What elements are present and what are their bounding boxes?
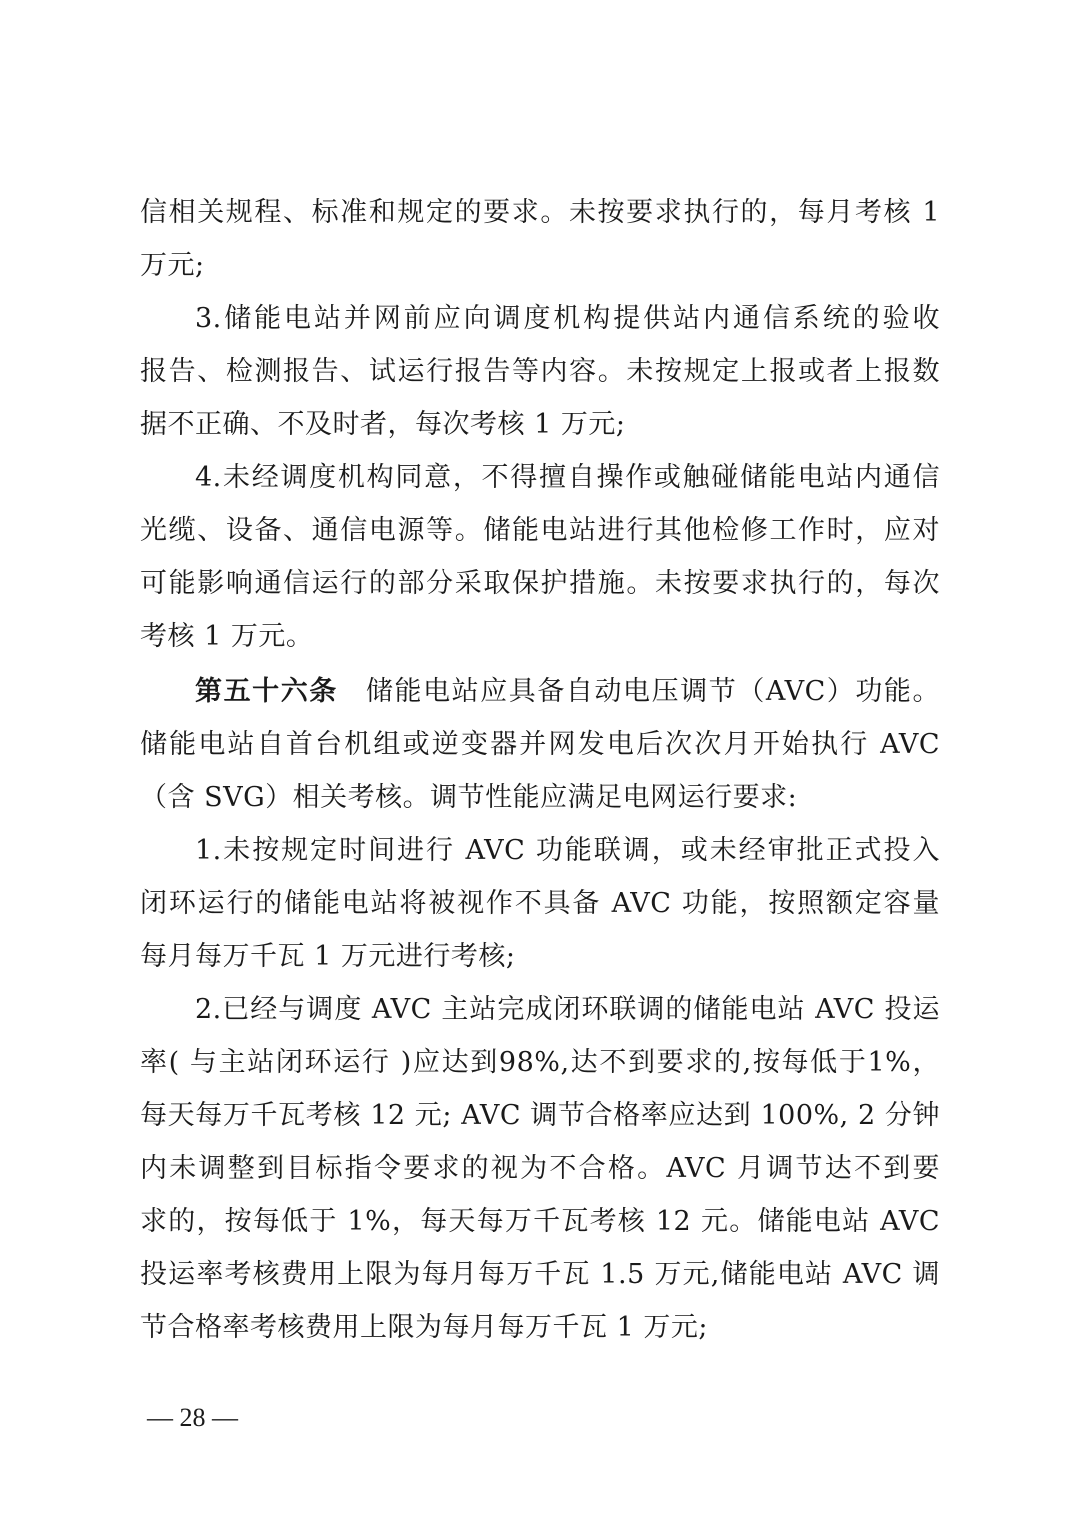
text-line: 光缆、设备、通信电源等。储能电站进行其他检修工作时，应对 [140,515,940,546]
article-text: 储能电站应具备自动电压调节（AVC）功能。 [364,676,941,707]
text-line: 内未调整到目标指令要求的视为不合格。AVC 月调节达不到要 [140,1153,940,1184]
article-heading-line [195,672,940,712]
text-line: 信相关规程、标准和规定的要求。未按要求执行的，每月考核 1 [140,197,940,228]
text-line: 万元; [140,250,205,281]
article-label: 第五十六条 [195,676,338,707]
text-line: 节合格率考核费用上限为每月每万千瓦 1 万元; [140,1312,708,1343]
text-line: 储能电站自首台机组或逆变器并网发电后次次月开始执行 AVC [140,729,940,760]
text-line: 4.未经调度机构同意，不得擅自操作或触碰储能电站内通信 [195,462,940,493]
text-line: 报告、检测报告、试运行报告等内容。未按规定上报或者上报数 [140,356,940,387]
page-number: — 28 — [147,1403,238,1432]
text-line: 求的，按每低于 1%，每天每万千瓦考核 12 元。储能电站 AVC [140,1206,940,1237]
text-line: （含 SVG）相关考核。调节性能应满足电网运行要求: [140,782,798,813]
text-line: 闭环运行的储能电站将被视作不具备 AVC 功能，按照额定容量 [140,888,940,919]
text-line: 据不正确、不及时者，每次考核 1 万元; [140,409,626,440]
text-line: 考核 1 万元。 [140,621,314,652]
text-line: 可能影响通信运行的部分采取保护措施。未按要求执行的，每次 [140,568,940,599]
text-line: 2.已经与调度 AVC 主站完成闭环联调的储能电站 AVC 投运 [195,994,940,1025]
text-line: 1.未按规定时间进行 AVC 功能联调，或未经审批正式投入 [195,835,940,866]
text-line: 3.储能电站并网前应向调度机构提供站内通信系统的验收 [195,303,940,334]
text-line: 投运率考核费用上限为每月每万千瓦 1.5 万元,储能电站 AVC 调 [140,1259,940,1290]
text-line: 每月每万千瓦 1 万元进行考核; [140,941,516,972]
text-line: 率( 与主站闭环运行 )应达到98%,达不到要求的,按每低于1%， [140,1047,940,1078]
text-line: 每天每万千瓦考核 12 元; AVC 调节合格率应达到 100%, 2 分钟 [140,1100,940,1131]
